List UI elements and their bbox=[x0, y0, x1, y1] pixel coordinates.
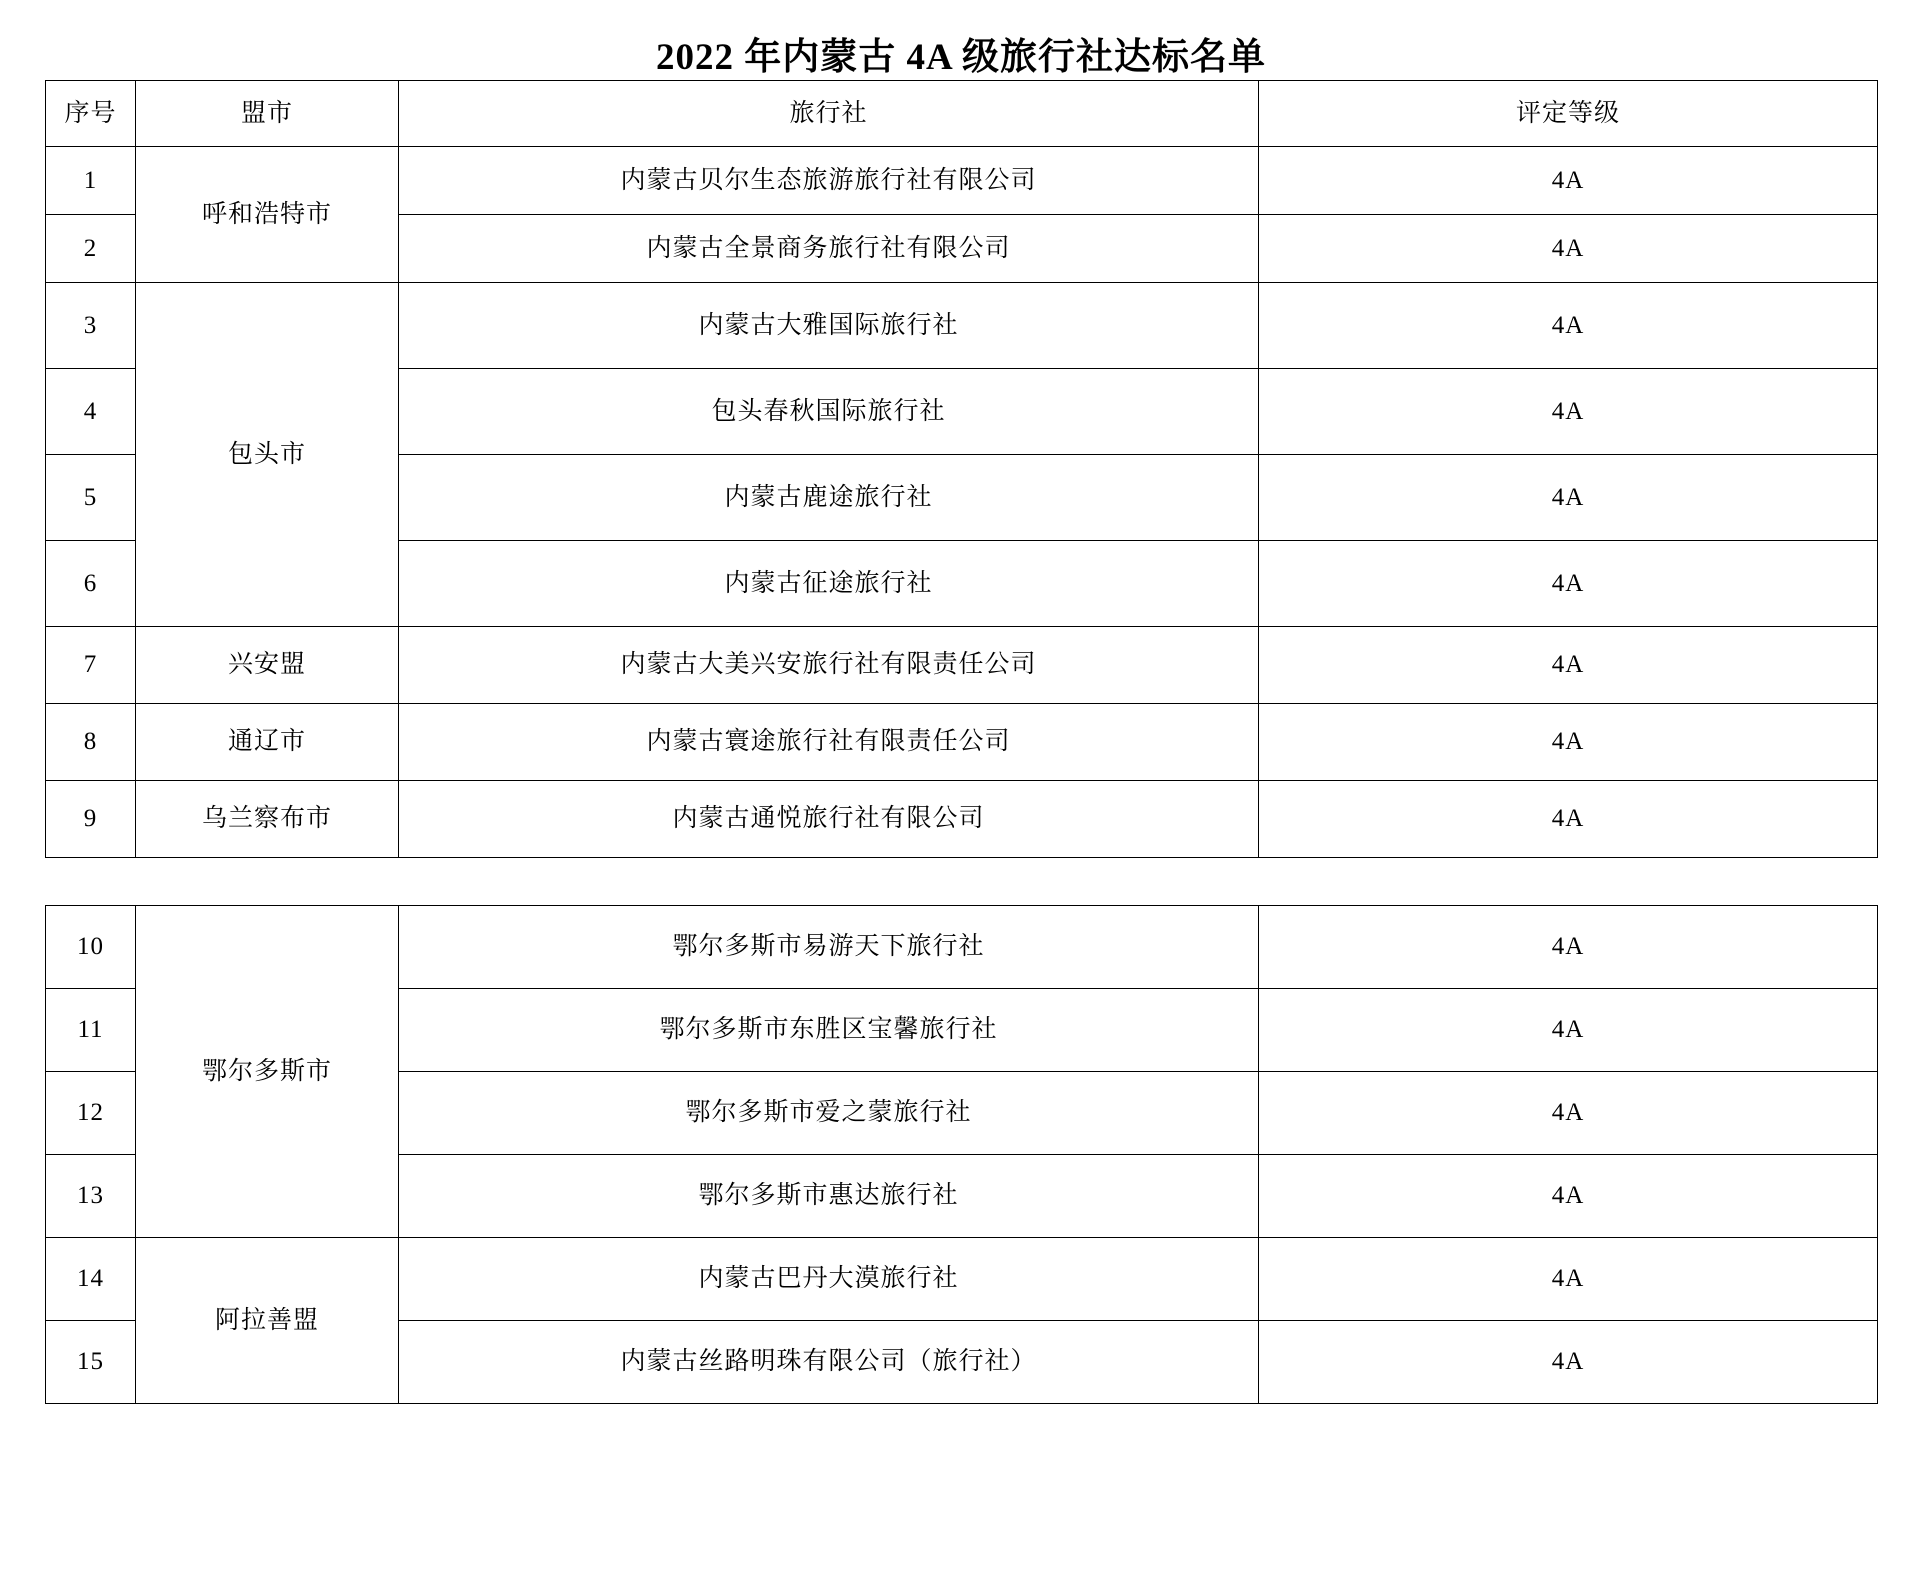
cell-level: 4A bbox=[1259, 1072, 1878, 1155]
column-header-level: 评定等级 bbox=[1259, 81, 1878, 147]
table-block-second bbox=[45, 905, 1877, 1404]
cell-agency: 内蒙古征途旅行社 bbox=[399, 541, 1259, 627]
table-block-first bbox=[45, 80, 1877, 858]
cell-agency: 内蒙古大美兴安旅行社有限责任公司 bbox=[399, 627, 1259, 704]
table-row bbox=[46, 283, 1878, 369]
cell-city: 呼和浩特市 bbox=[136, 147, 399, 283]
table-gap bbox=[0, 858, 1922, 905]
cell-index: 4 bbox=[46, 369, 136, 455]
cell-level: 4A bbox=[1259, 455, 1878, 541]
cell-level: 4A bbox=[1259, 215, 1878, 283]
cell-index: 15 bbox=[46, 1321, 136, 1404]
cell-index: 5 bbox=[46, 455, 136, 541]
cell-agency: 内蒙古鹿途旅行社 bbox=[399, 455, 1259, 541]
cell-index: 3 bbox=[46, 283, 136, 369]
agency-table-part-2 bbox=[45, 905, 1878, 1404]
cell-level: 4A bbox=[1259, 989, 1878, 1072]
cell-index: 11 bbox=[46, 989, 136, 1072]
cell-index: 7 bbox=[46, 627, 136, 704]
cell-index: 12 bbox=[46, 1072, 136, 1155]
table-row bbox=[46, 627, 1878, 704]
cell-level: 4A bbox=[1259, 627, 1878, 704]
agency-table-part-1 bbox=[45, 80, 1878, 858]
cell-level: 4A bbox=[1259, 781, 1878, 858]
cell-agency: 内蒙古寰途旅行社有限责任公司 bbox=[399, 704, 1259, 781]
cell-index: 2 bbox=[46, 215, 136, 283]
cell-agency: 鄂尔多斯市爱之蒙旅行社 bbox=[399, 1072, 1259, 1155]
cell-city: 阿拉善盟 bbox=[136, 1238, 399, 1404]
cell-index: 14 bbox=[46, 1238, 136, 1321]
cell-city: 鄂尔多斯市 bbox=[136, 906, 399, 1238]
cell-level: 4A bbox=[1259, 147, 1878, 215]
cell-city: 通辽市 bbox=[136, 704, 399, 781]
cell-level: 4A bbox=[1259, 1321, 1878, 1404]
cell-agency: 鄂尔多斯市惠达旅行社 bbox=[399, 1155, 1259, 1238]
cell-level: 4A bbox=[1259, 541, 1878, 627]
column-header-agency: 旅行社 bbox=[399, 81, 1259, 147]
cell-agency: 内蒙古丝路明珠有限公司（旅行社） bbox=[399, 1321, 1259, 1404]
table-row bbox=[46, 906, 1878, 989]
column-header-city: 盟市 bbox=[136, 81, 399, 147]
table-row bbox=[46, 704, 1878, 781]
cell-index: 8 bbox=[46, 704, 136, 781]
cell-level: 4A bbox=[1259, 1155, 1878, 1238]
column-header-index: 序号 bbox=[46, 81, 136, 147]
cell-agency: 内蒙古大雅国际旅行社 bbox=[399, 283, 1259, 369]
table-row bbox=[46, 781, 1878, 858]
cell-index: 10 bbox=[46, 906, 136, 989]
cell-city: 乌兰察布市 bbox=[136, 781, 399, 858]
cell-index: 1 bbox=[46, 147, 136, 215]
table-row bbox=[46, 1238, 1878, 1321]
cell-level: 4A bbox=[1259, 704, 1878, 781]
page-title: 2022 年内蒙古 4A 级旅行社达标名单 bbox=[656, 37, 1266, 78]
cell-level: 4A bbox=[1259, 369, 1878, 455]
table-row bbox=[46, 147, 1878, 215]
cell-agency: 鄂尔多斯市易游天下旅行社 bbox=[399, 906, 1259, 989]
cell-agency: 包头春秋国际旅行社 bbox=[399, 369, 1259, 455]
cell-city: 兴安盟 bbox=[136, 627, 399, 704]
cell-agency: 内蒙古通悦旅行社有限公司 bbox=[399, 781, 1259, 858]
cell-index: 9 bbox=[46, 781, 136, 858]
cell-level: 4A bbox=[1259, 1238, 1878, 1321]
cell-agency: 内蒙古贝尔生态旅游旅行社有限公司 bbox=[399, 147, 1259, 215]
cell-index: 6 bbox=[46, 541, 136, 627]
cell-level: 4A bbox=[1259, 906, 1878, 989]
cell-index: 13 bbox=[46, 1155, 136, 1238]
cell-level: 4A bbox=[1259, 283, 1878, 369]
cell-agency: 鄂尔多斯市东胜区宝馨旅行社 bbox=[399, 989, 1259, 1072]
table-header-row bbox=[46, 81, 1878, 147]
cell-agency: 内蒙古巴丹大漠旅行社 bbox=[399, 1238, 1259, 1321]
cell-agency: 内蒙古全景商务旅行社有限公司 bbox=[399, 215, 1259, 283]
cell-city: 包头市 bbox=[136, 283, 399, 627]
